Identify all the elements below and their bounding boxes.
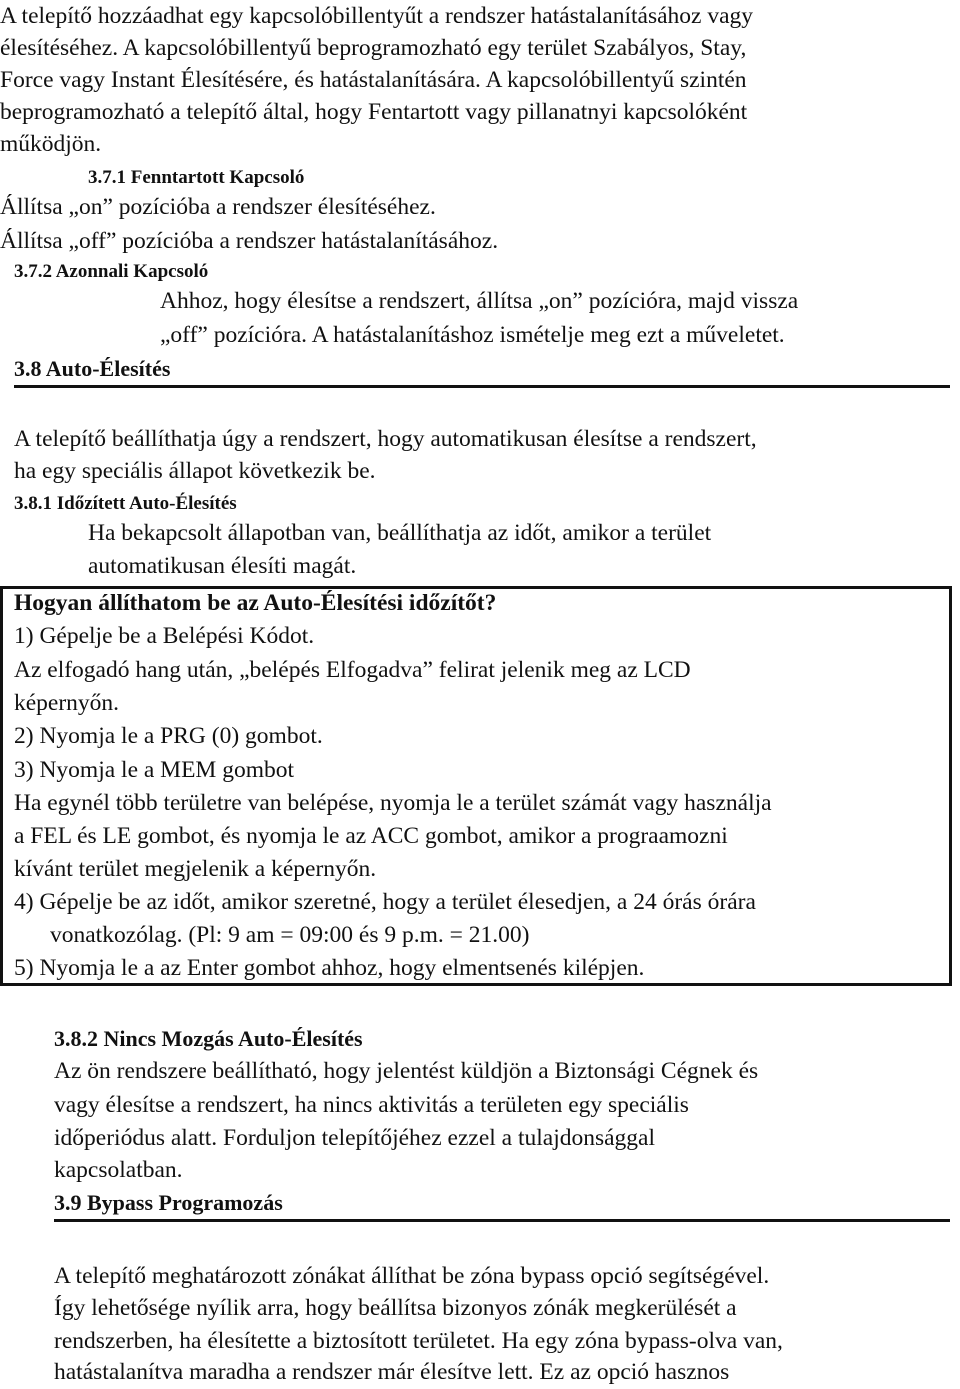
section-line: hatástalanítva maradha a rendszer már élesítve lett. Ez az opció hasznos	[54, 1359, 730, 1385]
box-line: 2) Nyomja le a PRG (0) gombot.	[14, 723, 323, 749]
section-line: automatikusan élesíti magát.	[88, 553, 357, 579]
section-line: Így lehetősége nyílik arra, hogy beállítsa bizonyos zónák megkerülését a	[54, 1295, 737, 1321]
intro-line: Force vagy Instant Élesítésére, és hatástalanítására. A kapcsolóbillentyű szintén	[0, 67, 747, 93]
box-line: Ha egynél több területre van belépése, nyomja le a terület számát vagy használja	[14, 790, 772, 816]
section-heading-3-7-2: 3.7.2 Azonnali Kapcsoló	[14, 261, 209, 282]
section-heading-3-8-1: 3.8.1 Időzített Auto-Élesítés	[14, 493, 237, 514]
box-line: képernyőn.	[14, 690, 120, 716]
section-line: Ahhoz, hogy élesítse a rendszert, állítsa „on” pozícióra, majd vissza	[160, 288, 799, 314]
intro-line: működjön.	[0, 131, 102, 157]
section-line: Állítsa „on” pozícióba a rendszer élesítéséhez.	[0, 194, 436, 220]
section-line: vagy élesítse a rendszert, ha nincs aktivitás a területen egy speciális	[54, 1092, 689, 1118]
intro-line: beprogramozható a telepítő által, hogy Fentartott vagy pillanatnyi kapcsolóként	[0, 99, 748, 125]
box-line: vonatkozólag. (Pl: 9 am = 09:00 és 9 p.m. = 21.00)	[50, 922, 530, 948]
box-line: Az elfogadó hang után, „belépés Elfogadva” felirat jelenik meg az LCD	[14, 657, 691, 683]
section-line: Állítsa „off” pozícióba a rendszer hatástalanításához.	[0, 228, 499, 254]
heading-rule	[54, 1219, 950, 1222]
box-line: 4) Gépelje be az időt, amikor szeretné, hogy a terület élesedjen, a 24 órás órára	[14, 889, 756, 915]
box-line: 3) Nyomja le a MEM gombot	[14, 757, 295, 783]
section-heading-3-8-2: 3.8.2 Nincs Mozgás Auto-Élesítés	[54, 1026, 363, 1051]
box-line: 5) Nyomja le a az Enter gombot ahhoz, hogy elmentsenés kilépjen.	[14, 955, 645, 981]
box-heading: Hogyan állíthatom be az Auto-Élesítési időzítőt?	[14, 590, 497, 616]
section-line: „off” pozícióra. A hatástalanításhoz ismételje meg ezt a műveletet.	[160, 322, 785, 348]
section-line: Az ön rendszere beállítható, hogy jelentést küldjön a Biztonsági Cégnek és	[54, 1058, 759, 1084]
box-line: 1) Gépelje be a Belépési Kódot.	[14, 623, 315, 649]
box-line: kívánt terület megjelenik a képernyőn.	[14, 856, 377, 882]
section-heading-3-9: 3.9 Bypass Programozás	[54, 1190, 283, 1215]
heading-rule	[14, 385, 950, 388]
intro-line: élesítéséhez. A kapcsolóbillentyű beprogramozható egy terület Szabályos, Stay,	[0, 35, 747, 61]
section-heading-3-8: 3.8 Auto-Élesítés	[14, 356, 171, 381]
section-line: időperiódus alatt. Forduljon telepítőjéhez ezzel a tulajdonsággal	[54, 1125, 656, 1151]
box-line: a FEL és LE gombot, és nyomja le az ACC gombot, amikor a prograamozni	[14, 823, 728, 849]
section-line: ha egy speciális állapot következik be.	[14, 458, 376, 484]
intro-line: A telepítő hozzáadhat egy kapcsolóbillentyűt a rendszer hatástalanításához vagy	[0, 3, 754, 29]
section-line: Ha bekapcsolt állapotban van, beállíthatja az időt, amikor a terület	[88, 520, 712, 546]
section-line: kapcsolatban.	[54, 1157, 183, 1183]
section-line: A telepítő beállíthatja úgy a rendszert, hogy automatikusan élesítse a rendszert,	[14, 426, 757, 452]
section-line: rendszerben, ha élesítette a biztosított területet. Ha egy zóna bypass-olva van,	[54, 1328, 783, 1354]
section-heading-3-7-1: 3.7.1 Fenntartott Kapcsoló	[88, 167, 305, 188]
section-line: A telepítő meghatározott zónákat állíthat be zóna bypass opció segítségével.	[54, 1263, 770, 1289]
